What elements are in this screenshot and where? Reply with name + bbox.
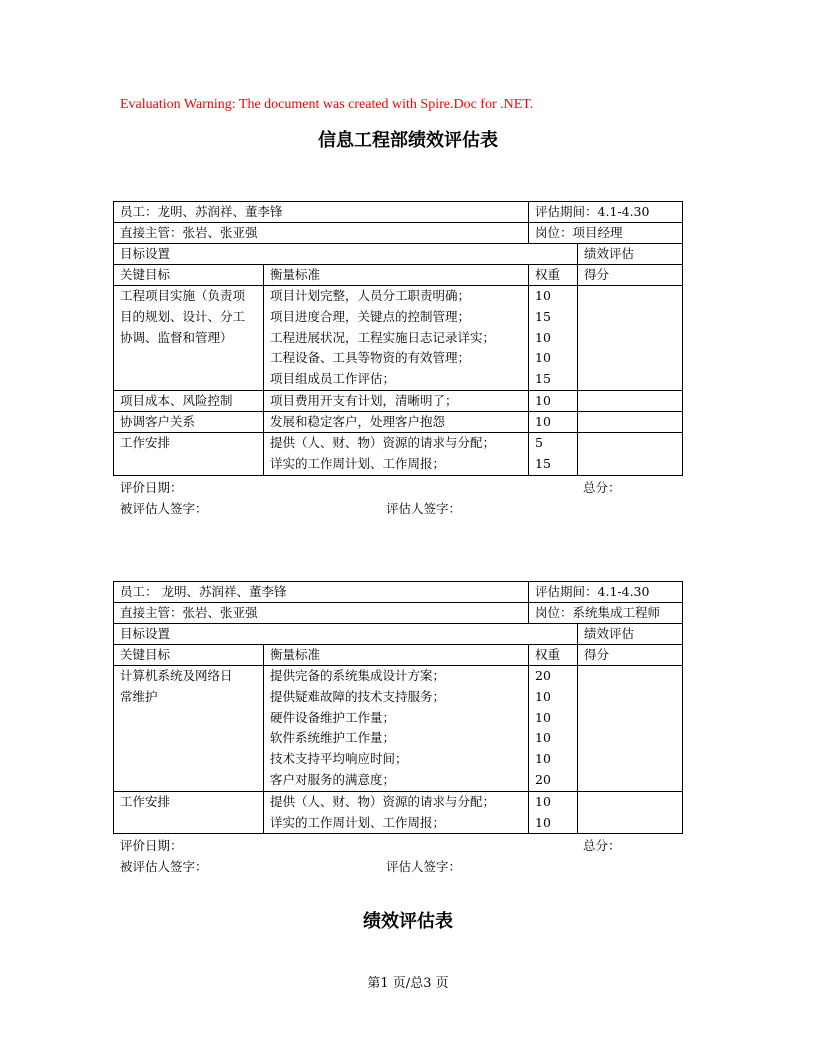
col-key-goal: 关键目标: [114, 645, 264, 666]
weight-cell: 20 10 10 10 10 20: [529, 666, 578, 792]
goal-setting-header: 目标设置: [114, 244, 578, 265]
score-cell[interactable]: [578, 791, 683, 834]
weight-cell: 10: [529, 411, 578, 432]
key-goal-cell: 计算机系统及网络日 常维护: [114, 666, 264, 792]
col-key-goal: 关键目标: [114, 265, 264, 286]
table-row: [114, 432, 683, 475]
standard-cell: 提供完备的系统集成设计方案； 提供疑难故障的技术支持服务； 硬件设备维护工作量； 软件系统维护工作量； 技术支持平均响应时间； 客户对服务的满意度；: [264, 666, 529, 792]
col-weight: 权重: [529, 645, 578, 666]
page-number: 第1 页/总3 页: [367, 976, 449, 991]
score-cell[interactable]: [578, 286, 683, 391]
signature-row: [120, 857, 620, 877]
table-row: [114, 666, 683, 792]
period-cell: 评估期间：4.1-4.30: [529, 202, 683, 223]
key-goal-cell: 工作安排: [114, 432, 264, 475]
col-score: 得分: [578, 265, 683, 286]
eval-date-label: 评价日期：: [120, 480, 183, 495]
key-goal-cell: 工作安排: [114, 791, 264, 834]
evaluation-table-2: [113, 581, 683, 834]
period-cell: 评估期间：4.1-4.30: [529, 582, 683, 603]
evaluation-warning: Evaluation Warning: The document was created with Spire.Doc for .NET.: [120, 97, 534, 112]
signature-row: [120, 499, 620, 519]
evaluator-sign-label: 评估人签字：: [386, 859, 462, 874]
standard-cell: 项目计划完整，人员分工职责明确； 项目进度合理，关键点的控制管理； 工程进展状况，工程实施日志记录详实； 工程设备、工具等物资的有效管理； 项目组成员工作评估；: [264, 286, 529, 391]
weight-cell: 5 15: [529, 432, 578, 475]
standard-cell: 项目费用开支有计划，清晰明了；: [264, 390, 529, 411]
employee-cell: 员工： 龙明、苏润祥、董李锋: [114, 582, 529, 603]
section-title: 绩效评估表: [363, 911, 453, 932]
table-row: [114, 411, 683, 432]
total-label: 总分：: [583, 838, 621, 853]
performance-eval-header: 绩效评估: [578, 624, 683, 645]
standard-cell: 提供（人、财、物）资源的请求与分配； 详实的工作周计划、工作周报；: [264, 432, 529, 475]
col-standard: 衡量标准: [264, 265, 529, 286]
document-title: 信息工程部绩效评估表: [318, 130, 498, 151]
position-cell: 岗位：项目经理: [529, 223, 683, 244]
eval-date-row: [120, 836, 620, 856]
position-cell: 岗位：系统集成工程师: [529, 603, 683, 624]
score-cell[interactable]: [578, 666, 683, 792]
weight-cell: 10 10: [529, 791, 578, 834]
col-weight: 权重: [529, 265, 578, 286]
key-goal-cell: 工程项目实施（负责项 目的规划、设计、分工 协调、监督和管理）: [114, 286, 264, 391]
eval-date-label: 评价日期：: [120, 838, 183, 853]
evaluatee-sign-label: 被评估人签字：: [120, 859, 208, 874]
evaluation-table-1: [113, 201, 683, 476]
employee-cell: 员工：龙明、苏润祥、董李锋: [114, 202, 529, 223]
evaluator-sign-label: 评估人签字：: [386, 501, 462, 516]
table-row: [114, 791, 683, 834]
weight-cell: 10: [529, 390, 578, 411]
key-goal-cell: 协调客户关系: [114, 411, 264, 432]
col-score: 得分: [578, 645, 683, 666]
performance-eval-header: 绩效评估: [578, 244, 683, 265]
total-label: 总分：: [583, 480, 621, 495]
score-cell[interactable]: [578, 390, 683, 411]
supervisor-cell: 直接主管：张岩、张亚强: [114, 223, 529, 244]
key-goal-cell: 项目成本、风险控制: [114, 390, 264, 411]
standard-cell: 提供（人、财、物）资源的请求与分配； 详实的工作周计划、工作周报；: [264, 791, 529, 834]
table-row: [114, 390, 683, 411]
col-standard: 衡量标准: [264, 645, 529, 666]
weight-cell: 10 15 10 10 15: [529, 286, 578, 391]
score-cell[interactable]: [578, 411, 683, 432]
goal-setting-header: 目标设置: [114, 624, 578, 645]
score-cell[interactable]: [578, 432, 683, 475]
supervisor-cell: 直接主管：张岩、张亚强: [114, 603, 529, 624]
standard-cell: 发展和稳定客户，处理客户抱怨: [264, 411, 529, 432]
evaluatee-sign-label: 被评估人签字：: [120, 501, 208, 516]
eval-date-row: [120, 478, 620, 498]
table-row: [114, 286, 683, 391]
